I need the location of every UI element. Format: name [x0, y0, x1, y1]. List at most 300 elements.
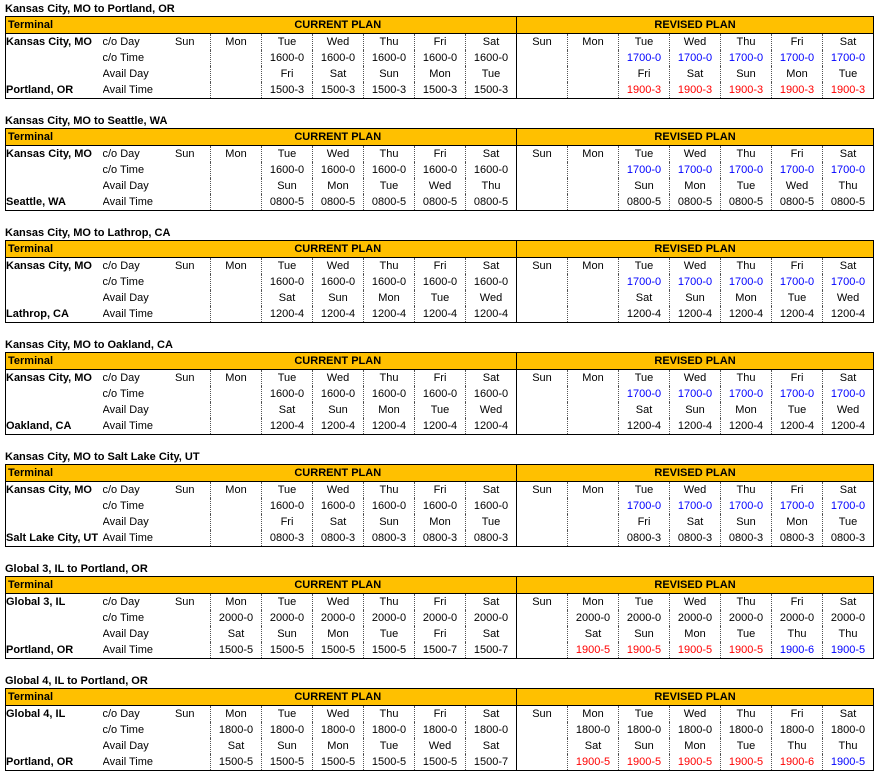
destination-terminal: Portland, OR — [6, 754, 103, 771]
current-cell: 1200-4 — [466, 418, 517, 435]
current-cell: 1600-0 — [415, 162, 466, 178]
revised-cell: Wed — [670, 34, 721, 51]
header-row — [6, 465, 874, 482]
revised-cell: 1800-0 — [670, 722, 721, 738]
current-cell — [211, 82, 262, 99]
current-cell: Wed — [415, 178, 466, 194]
current-cell: 2000-0 — [262, 610, 313, 626]
revised-cell: 1900-6 — [772, 642, 823, 659]
current-cell: Mon — [313, 178, 364, 194]
current-cell: 1600-0 — [313, 386, 364, 402]
revised-cell: Tue — [619, 594, 670, 611]
revised-cell: 1700-0 — [619, 274, 670, 290]
current-cell: 1200-4 — [313, 418, 364, 435]
row-label: c/o Time — [102, 275, 145, 288]
current-cell: 1200-4 — [364, 306, 415, 323]
revised-cell: 1700-0 — [823, 50, 874, 66]
current-plan-header: CURRENT PLAN — [160, 241, 517, 258]
origin-terminal: Global 3, IL — [6, 594, 103, 611]
revised-cell — [517, 514, 568, 530]
header-row — [6, 689, 874, 706]
table-row — [6, 82, 874, 99]
current-cell: Fri — [415, 34, 466, 51]
schedule-table — [5, 688, 874, 771]
current-cell: Thu — [364, 146, 415, 163]
current-cell — [160, 162, 211, 178]
revised-cell: Tue — [772, 290, 823, 306]
current-cell: Sat — [466, 258, 517, 275]
current-cell: 1500-3 — [466, 82, 517, 99]
current-cell: 2000-0 — [211, 610, 262, 626]
table-row — [6, 66, 874, 82]
revised-cell: Thu — [772, 738, 823, 754]
current-cell: Fri — [415, 482, 466, 499]
revised-cell: Wed — [670, 258, 721, 275]
table-row — [6, 418, 874, 435]
current-cell: Sat — [211, 626, 262, 642]
row-label: c/o Time — [102, 163, 145, 176]
revised-cell — [517, 194, 568, 211]
current-cell: Mon — [415, 66, 466, 82]
current-cell: Fri — [262, 514, 313, 530]
current-cell: 2000-0 — [313, 610, 364, 626]
current-cell — [211, 194, 262, 211]
current-cell — [160, 738, 211, 754]
row-label: c/o Time — [102, 387, 145, 400]
current-cell: 1600-0 — [364, 162, 415, 178]
current-cell: 1600-0 — [466, 498, 517, 514]
current-cell: Tue — [364, 738, 415, 754]
revised-cell: 0800-5 — [721, 194, 772, 211]
revised-cell: 2000-0 — [568, 610, 619, 626]
revised-cell: 1700-0 — [721, 274, 772, 290]
revised-cell: Mon — [568, 706, 619, 723]
current-cell: 1600-0 — [466, 274, 517, 290]
current-cell: Sat — [313, 66, 364, 82]
current-cell: 1500-5 — [364, 754, 415, 771]
revised-cell: Mon — [721, 402, 772, 418]
revised-cell: Sat — [568, 626, 619, 642]
destination-terminal: Oakland, CA — [6, 418, 103, 435]
current-cell: Tue — [262, 594, 313, 611]
revised-cell — [517, 722, 568, 738]
row-label: Avail Day — [102, 67, 149, 80]
current-cell: 2000-0 — [415, 610, 466, 626]
revised-cell — [568, 274, 619, 290]
terminal-blank — [6, 498, 103, 514]
current-cell: 1500-5 — [262, 642, 313, 659]
revised-cell: 1700-0 — [721, 50, 772, 66]
revised-cell: Tue — [823, 66, 874, 82]
route-section — [5, 560, 878, 672]
revised-cell: 1900-3 — [619, 82, 670, 99]
revised-cell — [517, 530, 568, 547]
row-label: Avail Day — [102, 179, 149, 192]
revised-cell — [568, 386, 619, 402]
route-title: Global 4, IL to Portland, OR — [5, 675, 148, 687]
table-row — [6, 530, 874, 547]
current-cell: 1600-0 — [313, 274, 364, 290]
current-cell: Sun — [160, 482, 211, 499]
current-cell: 1500-3 — [313, 82, 364, 99]
revised-cell: 0800-3 — [721, 530, 772, 547]
revised-cell: 1800-0 — [619, 722, 670, 738]
revised-cell: 1700-0 — [619, 50, 670, 66]
current-cell: 1600-0 — [364, 498, 415, 514]
current-cell: Wed — [415, 738, 466, 754]
revised-cell: Fri — [772, 482, 823, 499]
revised-cell — [517, 626, 568, 642]
revised-cell: 1900-5 — [568, 754, 619, 771]
current-cell — [160, 194, 211, 211]
header-row — [6, 577, 874, 594]
revised-cell: 1200-4 — [670, 306, 721, 323]
current-cell — [211, 514, 262, 530]
revised-cell: 0800-5 — [619, 194, 670, 211]
row-label: Avail Day — [102, 739, 149, 752]
revised-cell: Fri — [772, 146, 823, 163]
current-cell — [160, 402, 211, 418]
current-cell: Wed — [466, 290, 517, 306]
revised-cell: 1900-5 — [670, 642, 721, 659]
revised-cell: Wed — [670, 594, 721, 611]
revised-cell: Sun — [721, 66, 772, 82]
revised-cell: Tue — [619, 706, 670, 723]
revised-cell: 1900-3 — [823, 82, 874, 99]
current-cell: Mon — [211, 146, 262, 163]
revised-cell: 1200-4 — [772, 418, 823, 435]
revised-cell: 1900-5 — [670, 754, 721, 771]
revised-cell: 1800-0 — [772, 722, 823, 738]
current-cell: Thu — [364, 34, 415, 51]
destination-terminal: Portland, OR — [6, 82, 103, 99]
revised-cell: Thu — [772, 626, 823, 642]
current-plan-header: CURRENT PLAN — [160, 353, 517, 370]
revised-cell: Fri — [772, 594, 823, 611]
current-cell: Tue — [262, 146, 313, 163]
current-cell — [160, 418, 211, 435]
revised-cell: Sat — [823, 370, 874, 387]
current-cell: 1200-4 — [415, 418, 466, 435]
revised-cell: 1200-4 — [670, 418, 721, 435]
current-cell: 1600-0 — [415, 50, 466, 66]
current-cell: Mon — [364, 290, 415, 306]
route-title: Kansas City, MO to Salt Lake City, UT — [5, 451, 200, 463]
revised-cell: 1200-4 — [619, 418, 670, 435]
current-cell: Wed — [313, 258, 364, 275]
current-cell — [211, 402, 262, 418]
schedule-table — [5, 240, 874, 323]
header-row — [6, 353, 874, 370]
table-row — [6, 514, 874, 530]
current-cell: 1800-0 — [415, 722, 466, 738]
revised-cell: Sun — [721, 514, 772, 530]
current-cell: 0800-3 — [415, 530, 466, 547]
revised-cell: 2000-0 — [772, 610, 823, 626]
current-cell: Wed — [313, 370, 364, 387]
route-title: Global 3, IL to Portland, OR — [5, 563, 148, 575]
current-cell: 0800-3 — [262, 530, 313, 547]
current-cell: 0800-5 — [415, 194, 466, 211]
current-cell — [211, 290, 262, 306]
revised-cell: Wed — [823, 290, 874, 306]
current-cell: Thu — [466, 178, 517, 194]
revised-cell: Sun — [517, 34, 568, 51]
current-cell: Thu — [364, 706, 415, 723]
revised-cell: 1800-0 — [823, 722, 874, 738]
revised-cell — [568, 194, 619, 211]
revised-cell: 1700-0 — [772, 50, 823, 66]
revised-cell: 1900-5 — [619, 754, 670, 771]
current-cell: Sat — [313, 514, 364, 530]
revised-cell — [568, 498, 619, 514]
revised-cell: 1700-0 — [772, 386, 823, 402]
current-cell — [160, 530, 211, 547]
revised-cell: 1200-4 — [619, 306, 670, 323]
revised-cell: 1700-0 — [823, 498, 874, 514]
current-cell: 1600-0 — [415, 498, 466, 514]
current-cell: Sat — [466, 738, 517, 754]
revised-cell — [517, 754, 568, 771]
current-cell: 1600-0 — [364, 386, 415, 402]
revised-cell: 1900-5 — [568, 642, 619, 659]
revised-cell — [568, 290, 619, 306]
current-cell — [160, 514, 211, 530]
table-row — [6, 178, 874, 194]
revised-cell: Sun — [517, 594, 568, 611]
current-plan-header: CURRENT PLAN — [160, 465, 517, 482]
terminal-header: Terminal — [6, 689, 160, 706]
current-cell — [211, 498, 262, 514]
destination-terminal: Seattle, WA — [6, 194, 103, 211]
revised-cell: 0800-5 — [823, 194, 874, 211]
origin-terminal: Kansas City, MO — [6, 258, 103, 275]
terminal-blank — [6, 290, 103, 306]
revised-cell: 1200-4 — [721, 418, 772, 435]
current-cell: Thu — [364, 482, 415, 499]
revised-cell: Sun — [670, 290, 721, 306]
current-cell — [160, 178, 211, 194]
revised-cell: Thu — [721, 146, 772, 163]
current-cell: Fri — [262, 66, 313, 82]
terminal-header: Terminal — [6, 577, 160, 594]
current-cell — [160, 50, 211, 66]
current-cell: Sat — [466, 146, 517, 163]
revised-cell: 0800-3 — [619, 530, 670, 547]
revised-cell: Tue — [772, 402, 823, 418]
row-label: c/o Day — [102, 35, 140, 48]
table-row — [6, 642, 874, 659]
revised-cell: Mon — [772, 514, 823, 530]
revised-cell — [568, 66, 619, 82]
table-row — [6, 258, 874, 275]
revised-cell: Tue — [721, 626, 772, 642]
current-cell: 1500-5 — [364, 642, 415, 659]
current-cell — [160, 290, 211, 306]
current-cell — [211, 274, 262, 290]
current-cell: Sat — [466, 594, 517, 611]
revised-cell: 0800-3 — [772, 530, 823, 547]
revised-cell: Thu — [721, 482, 772, 499]
current-cell — [211, 178, 262, 194]
current-cell: Thu — [364, 258, 415, 275]
current-cell — [160, 498, 211, 514]
current-cell: 1200-4 — [466, 306, 517, 323]
current-cell: Wed — [313, 482, 364, 499]
current-cell — [211, 530, 262, 547]
revised-cell: Wed — [670, 706, 721, 723]
header-row — [6, 241, 874, 258]
current-cell: 0800-5 — [364, 194, 415, 211]
table-row — [6, 722, 874, 738]
current-cell: Sun — [262, 626, 313, 642]
revised-cell: 1700-0 — [619, 498, 670, 514]
route-title: Kansas City, MO to Lathrop, CA — [5, 227, 171, 239]
current-cell: 1800-0 — [313, 722, 364, 738]
current-cell: Tue — [466, 514, 517, 530]
current-cell: 1600-0 — [466, 50, 517, 66]
row-label: c/o Time — [102, 499, 145, 512]
revised-cell: 1800-0 — [721, 722, 772, 738]
row-label: c/o Day — [102, 147, 140, 160]
row-label: c/o Time — [102, 611, 145, 624]
current-cell: 0800-3 — [466, 530, 517, 547]
revised-cell: Mon — [670, 738, 721, 754]
current-cell: 1800-0 — [364, 722, 415, 738]
table-row — [6, 146, 874, 163]
current-cell: Tue — [364, 178, 415, 194]
revised-cell — [517, 418, 568, 435]
revised-cell: 1200-4 — [823, 306, 874, 323]
revised-cell: 1700-0 — [772, 274, 823, 290]
revised-cell: Thu — [823, 626, 874, 642]
revised-cell — [517, 50, 568, 66]
terminal-blank — [6, 722, 103, 738]
current-cell: 1800-0 — [211, 722, 262, 738]
table-row — [6, 274, 874, 290]
revised-cell: 1800-0 — [568, 722, 619, 738]
current-cell: Thu — [364, 370, 415, 387]
revised-cell: 2000-0 — [670, 610, 721, 626]
revised-cell — [517, 162, 568, 178]
current-cell — [211, 386, 262, 402]
destination-terminal: Portland, OR — [6, 642, 103, 659]
current-cell: Sat — [466, 482, 517, 499]
current-cell: Sun — [313, 290, 364, 306]
terminal-blank — [6, 514, 103, 530]
current-cell: 1200-4 — [262, 306, 313, 323]
current-cell: Sun — [262, 738, 313, 754]
revised-plan-header: REVISED PLAN — [517, 17, 874, 34]
revised-cell — [517, 738, 568, 754]
revised-cell: 1900-5 — [721, 642, 772, 659]
current-cell — [160, 626, 211, 642]
revised-cell — [517, 290, 568, 306]
current-cell: 1200-4 — [364, 418, 415, 435]
current-cell: 1500-5 — [313, 642, 364, 659]
table-row — [6, 370, 874, 387]
current-cell: Sat — [466, 626, 517, 642]
revised-cell: Mon — [772, 66, 823, 82]
current-cell: Fri — [415, 258, 466, 275]
terminal-header: Terminal — [6, 353, 160, 370]
revised-cell: Fri — [772, 370, 823, 387]
revised-cell: Wed — [670, 146, 721, 163]
table-row — [6, 594, 874, 611]
current-cell: 1500-7 — [466, 642, 517, 659]
revised-cell — [517, 66, 568, 82]
revised-cell: 1700-0 — [823, 162, 874, 178]
current-cell: Sat — [466, 706, 517, 723]
revised-cell: Mon — [670, 626, 721, 642]
current-cell: 0800-5 — [313, 194, 364, 211]
revised-cell: 1700-0 — [670, 274, 721, 290]
current-cell: Tue — [262, 482, 313, 499]
current-cell: 0800-5 — [466, 194, 517, 211]
current-cell: 1500-3 — [364, 82, 415, 99]
revised-cell: Wed — [670, 370, 721, 387]
destination-terminal: Salt Lake City, UT — [6, 530, 103, 547]
current-cell: Sun — [262, 178, 313, 194]
table-row — [6, 754, 874, 771]
current-cell — [160, 642, 211, 659]
revised-cell: Sat — [619, 402, 670, 418]
revised-cell: 1900-5 — [823, 642, 874, 659]
table-row — [6, 194, 874, 211]
current-cell: 1500-5 — [313, 754, 364, 771]
revised-cell: Sat — [823, 258, 874, 275]
current-cell: Mon — [211, 706, 262, 723]
revised-plan-header: REVISED PLAN — [517, 465, 874, 482]
current-cell: 1600-0 — [262, 50, 313, 66]
row-label: Avail Day — [102, 291, 149, 304]
terminal-header: Terminal — [6, 465, 160, 482]
row-label: c/o Time — [102, 723, 145, 736]
revised-cell: Sat — [823, 594, 874, 611]
revised-cell: Sun — [517, 146, 568, 163]
revised-cell: 1700-0 — [772, 498, 823, 514]
revised-plan-header: REVISED PLAN — [517, 129, 874, 146]
revised-cell: 1700-0 — [670, 386, 721, 402]
revised-cell: Sun — [517, 482, 568, 499]
revised-cell: 1900-3 — [670, 82, 721, 99]
revised-cell — [517, 386, 568, 402]
current-cell: Wed — [313, 594, 364, 611]
current-cell: 1600-0 — [466, 386, 517, 402]
current-plan-header: CURRENT PLAN — [160, 577, 517, 594]
destination-terminal: Lathrop, CA — [6, 306, 103, 323]
terminal-blank — [6, 274, 103, 290]
revised-cell: Mon — [568, 370, 619, 387]
route-title: Kansas City, MO to Portland, OR — [5, 3, 175, 15]
current-cell: 1500-3 — [415, 82, 466, 99]
current-cell — [160, 82, 211, 99]
revised-cell: 1700-0 — [619, 386, 670, 402]
revised-cell: 1900-3 — [721, 82, 772, 99]
revised-cell — [517, 642, 568, 659]
revised-cell — [568, 82, 619, 99]
route-section — [5, 448, 878, 560]
revised-cell: Fri — [619, 514, 670, 530]
current-cell — [160, 722, 211, 738]
revised-cell: 1700-0 — [721, 498, 772, 514]
current-cell: 1200-4 — [415, 306, 466, 323]
revised-cell: 2000-0 — [721, 610, 772, 626]
current-cell: Sat — [211, 738, 262, 754]
current-cell: Mon — [211, 594, 262, 611]
revised-cell — [568, 162, 619, 178]
current-cell: 1600-0 — [262, 498, 313, 514]
